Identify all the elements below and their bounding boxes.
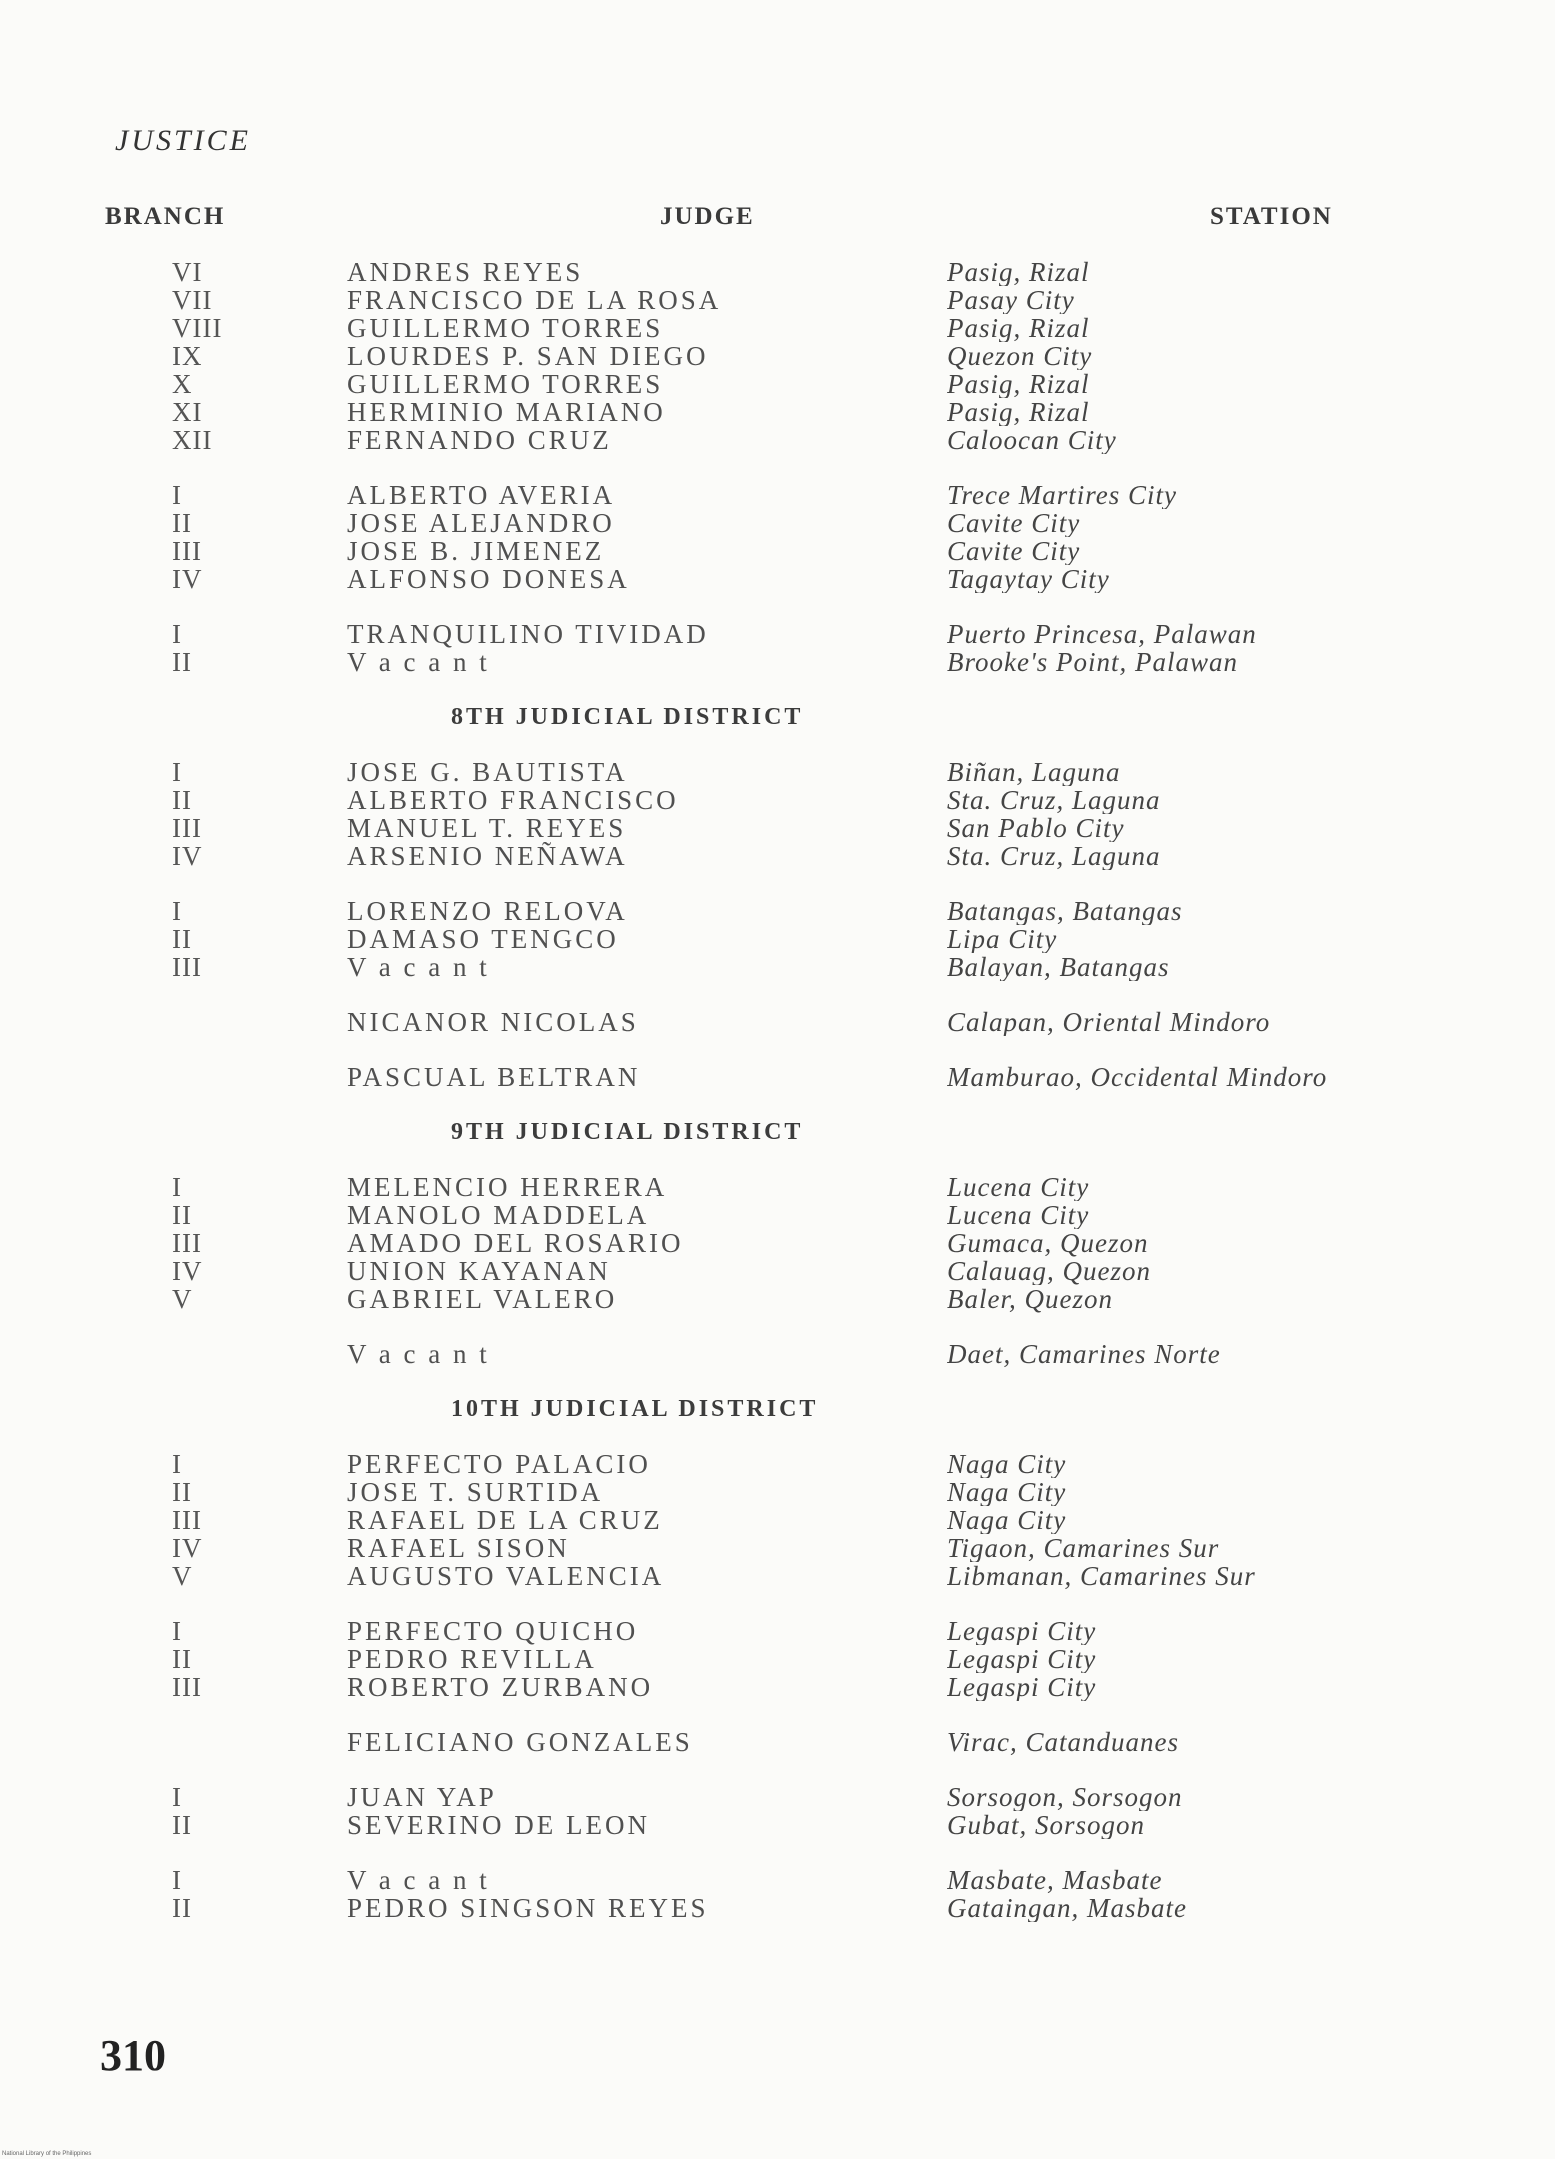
court-group [0, 258, 1555, 454]
branch-cell: II [172, 508, 192, 538]
branch-cell [0, 1728, 347, 1756]
judge-cell: SEVERINO DE LEON [347, 1811, 650, 1839]
branch-cell: V [172, 1284, 193, 1314]
branch-cell: X [172, 369, 193, 399]
column-header-branch: BRANCH [105, 203, 226, 230]
judge-cell: LOURDES P. SAN DIEGO [347, 342, 709, 370]
judge-cell: JOSE G. BAUTISTA [347, 758, 628, 786]
court-row [0, 509, 1555, 537]
station-cell: Gumaca, Quezon [947, 1229, 1149, 1257]
branch-cell: II [172, 785, 192, 815]
station-cell: Calapan, Oriental Mindoro [947, 1008, 1271, 1036]
branch-cell: VI [172, 257, 203, 287]
court-row [0, 1728, 1555, 1756]
judge-cell: FERNANDO CRUZ [347, 426, 612, 454]
court-row [0, 370, 1555, 398]
branch-cell: I [172, 1172, 182, 1202]
station-cell: San Pablo City [947, 814, 1125, 842]
judge-cell: AUGUSTO VALENCIA [347, 1562, 665, 1590]
court-row [0, 314, 1555, 342]
judge-cell: V a c a n t [347, 648, 490, 676]
court-row [0, 1285, 1555, 1313]
judge-cell: ALBERTO AVERIA [347, 481, 616, 509]
court-group [0, 1063, 1555, 1091]
station-cell: Pasay City [947, 286, 1075, 314]
court-row [0, 1478, 1555, 1506]
judge-cell: V a c a n t [347, 1340, 490, 1368]
district-heading: 10TH JUDICIAL DISTRICT [451, 1396, 819, 1422]
judge-cell: GABRIEL VALERO [347, 1285, 618, 1313]
court-row [0, 897, 1555, 925]
court-row [0, 1257, 1555, 1285]
station-cell: Pasig, Rizal [947, 258, 1090, 286]
station-cell: Quezon City [947, 342, 1093, 370]
station-cell: Virac, Catanduanes [947, 1728, 1179, 1756]
station-cell: Sta. Cruz, Laguna [947, 786, 1161, 814]
branch-cell: VII [172, 285, 213, 315]
station-cell: Biñan, Laguna [947, 758, 1121, 786]
judge-cell: HERMINIO MARIANO [347, 398, 666, 426]
branch-cell: XI [172, 397, 203, 427]
judge-cell: GUILLERMO TORRES [347, 314, 664, 342]
judge-cell: DAMASO TENGCO [347, 925, 619, 953]
branch-cell: V [172, 1561, 193, 1591]
station-cell: Sorsogon, Sorsogon [947, 1783, 1183, 1811]
court-row [0, 1534, 1555, 1562]
branch-cell: IV [172, 1256, 203, 1286]
court-group [0, 481, 1555, 593]
station-cell: Legaspi City [947, 1645, 1097, 1673]
court-row [0, 925, 1555, 953]
court-group [0, 897, 1555, 981]
station-cell: Pasig, Rizal [947, 370, 1090, 398]
running-head: JUSTICE [115, 124, 251, 157]
station-cell: Daet, Camarines Norte [947, 1340, 1221, 1368]
station-cell: Masbate, Masbate [947, 1866, 1163, 1894]
station-cell: Libmanan, Camarines Sur [947, 1562, 1256, 1590]
judge-roster [0, 258, 1555, 1949]
branch-cell: II [172, 1477, 192, 1507]
judge-cell: TRANQUILINO TIVIDAD [347, 620, 709, 648]
station-cell: Legaspi City [947, 1673, 1097, 1701]
court-group [0, 1008, 1555, 1036]
branch-cell: IX [172, 341, 203, 371]
court-row [0, 537, 1555, 565]
judge-cell: PERFECTO PALACIO [347, 1450, 651, 1478]
court-row [0, 620, 1555, 648]
branch-cell: II [172, 1810, 192, 1840]
branch-cell: IV [172, 841, 203, 871]
branch-cell: III [172, 1672, 202, 1702]
station-cell: Balayan, Batangas [947, 953, 1170, 981]
judge-cell: V a c a n t [347, 1866, 490, 1894]
station-cell: Cavite City [947, 537, 1081, 565]
court-row [0, 342, 1555, 370]
court-row [0, 426, 1555, 454]
station-cell: Lucena City [947, 1201, 1090, 1229]
court-row [0, 286, 1555, 314]
page-number: 310 [100, 2031, 166, 2080]
branch-cell: II [172, 1644, 192, 1674]
branch-cell: III [172, 536, 202, 566]
branch-cell: II [172, 1200, 192, 1230]
district-heading: 9TH JUDICIAL DISTRICT [451, 1119, 804, 1145]
court-row [0, 1008, 1555, 1036]
district-heading: 8TH JUDICIAL DISTRICT [451, 704, 804, 730]
judge-cell: JOSE B. JIMENEZ [347, 537, 605, 565]
court-row [0, 1340, 1555, 1368]
court-row [0, 1450, 1555, 1478]
branch-cell [0, 1063, 347, 1091]
station-cell: Naga City [947, 1506, 1067, 1534]
judge-cell: PEDRO REVILLA [347, 1645, 597, 1673]
judge-cell: UNION KAYANAN [347, 1257, 611, 1285]
judge-cell: ALBERTO FRANCISCO [347, 786, 679, 814]
footer-credit: National Library of the Philippines [2, 2151, 92, 2157]
court-row [0, 258, 1555, 286]
column-header-judge: JUDGE [660, 203, 755, 230]
court-group [0, 758, 1555, 870]
station-cell: Pasig, Rizal [947, 314, 1090, 342]
court-row [0, 565, 1555, 593]
judge-cell: ANDRES REYES [347, 258, 584, 286]
judge-cell: JUAN YAP [347, 1783, 497, 1811]
station-cell: Tigaon, Camarines Sur [947, 1534, 1220, 1562]
court-row [0, 398, 1555, 426]
branch-cell: II [172, 924, 192, 954]
station-cell: Trece Martires City [947, 481, 1177, 509]
branch-cell: III [172, 1505, 202, 1535]
court-group [0, 620, 1555, 676]
branch-cell: I [172, 1865, 182, 1895]
station-cell: Calauag, Quezon [947, 1257, 1151, 1285]
branch-cell: I [172, 1449, 182, 1479]
judge-cell: RAFAEL SISON [347, 1534, 570, 1562]
court-row [0, 1201, 1555, 1229]
column-header-station: STATION [1210, 203, 1333, 230]
judge-cell: NICANOR NICOLAS [347, 1008, 639, 1036]
judge-cell: ALFONSO DONESA [347, 565, 630, 593]
court-group [0, 1783, 1555, 1839]
station-cell: Cavite City [947, 509, 1081, 537]
branch-cell: I [172, 1782, 182, 1812]
branch-cell: I [172, 896, 182, 926]
station-cell: Legaspi City [947, 1617, 1097, 1645]
court-group [0, 1728, 1555, 1756]
court-row [0, 1173, 1555, 1201]
court-row [0, 1229, 1555, 1257]
court-row [0, 1673, 1555, 1701]
court-row [0, 1506, 1555, 1534]
judge-cell: PASCUAL BELTRAN [347, 1063, 641, 1091]
court-row [0, 1063, 1555, 1091]
judge-cell: RAFAEL DE LA CRUZ [347, 1506, 663, 1534]
court-row [0, 481, 1555, 509]
branch-cell: IV [172, 564, 203, 594]
station-cell: Tagaytay City [947, 565, 1110, 593]
judge-cell: GUILLERMO TORRES [347, 370, 664, 398]
station-cell: Naga City [947, 1478, 1067, 1506]
station-cell: Mamburao, Occidental Mindoro [947, 1063, 1328, 1091]
court-row [0, 953, 1555, 981]
court-row [0, 1866, 1555, 1894]
court-row [0, 1894, 1555, 1922]
court-group [0, 1173, 1555, 1313]
judge-cell: JOSE ALEJANDRO [347, 509, 615, 537]
station-cell: Brooke's Point, Palawan [947, 648, 1238, 676]
court-row [0, 842, 1555, 870]
court-row [0, 1617, 1555, 1645]
judge-cell: LORENZO RELOVA [347, 897, 628, 925]
court-row [0, 1562, 1555, 1590]
branch-cell: I [172, 757, 182, 787]
court-row [0, 814, 1555, 842]
branch-cell: I [172, 619, 182, 649]
judge-cell: PERFECTO QUICHO [347, 1617, 639, 1645]
judge-cell: FELICIANO GONZALES [347, 1728, 693, 1756]
judge-cell: FRANCISCO DE LA ROSA [347, 286, 722, 314]
court-group [0, 1617, 1555, 1701]
court-row [0, 758, 1555, 786]
branch-cell: III [172, 952, 202, 982]
station-cell: Baler, Quezon [947, 1285, 1113, 1313]
branch-cell: III [172, 813, 202, 843]
judge-cell: MELENCIO HERRERA [347, 1173, 668, 1201]
branch-cell: I [172, 1616, 182, 1646]
branch-cell: XII [172, 425, 213, 455]
court-group [0, 1866, 1555, 1922]
station-cell: Caloocan City [947, 426, 1117, 454]
station-cell: Puerto Princesa, Palawan [947, 620, 1257, 648]
station-cell: Lipa City [947, 925, 1058, 953]
court-row [0, 648, 1555, 676]
court-row [0, 1783, 1555, 1811]
branch-cell: III [172, 1228, 202, 1258]
station-cell: Gubat, Sorsogon [947, 1811, 1146, 1839]
station-cell: Gataingan, Masbate [947, 1894, 1187, 1922]
judge-cell: JOSE T. SURTIDA [347, 1478, 604, 1506]
branch-cell: II [172, 1893, 192, 1923]
judge-cell: MANOLO MADDELA [347, 1201, 650, 1229]
branch-cell: I [172, 480, 182, 510]
court-group [0, 1450, 1555, 1590]
branch-cell: IV [172, 1533, 203, 1563]
judge-cell: V a c a n t [347, 953, 490, 981]
court-row [0, 1645, 1555, 1673]
court-row [0, 786, 1555, 814]
branch-cell [0, 1008, 347, 1036]
station-cell: Naga City [947, 1450, 1067, 1478]
court-group [0, 1340, 1555, 1368]
judge-cell: MANUEL T. REYES [347, 814, 627, 842]
judge-cell: ARSENIO NEÑAWA [347, 842, 628, 870]
station-cell: Sta. Cruz, Laguna [947, 842, 1161, 870]
judge-cell: ROBERTO ZURBANO [347, 1673, 654, 1701]
station-cell: Pasig, Rizal [947, 398, 1090, 426]
station-cell: Lucena City [947, 1173, 1090, 1201]
judge-cell: PEDRO SINGSON REYES [347, 1894, 709, 1922]
judge-cell: AMADO DEL ROSARIO [347, 1229, 684, 1257]
branch-cell [0, 1340, 347, 1368]
station-cell: Batangas, Batangas [947, 897, 1183, 925]
branch-cell: VIII [172, 313, 223, 343]
branch-cell: II [172, 647, 192, 677]
court-row [0, 1811, 1555, 1839]
